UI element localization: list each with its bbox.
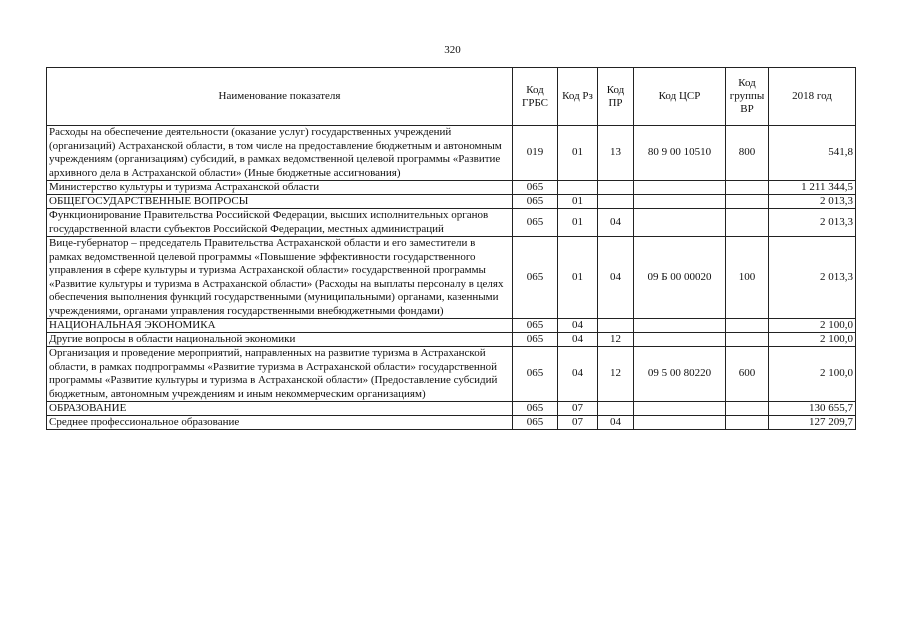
header-name: Наименование показателя: [47, 68, 513, 126]
row-csr: [634, 319, 726, 333]
row-name: Расходы на обеспечение деятельности (оказание услуг) государственных учреждений (организаций) Астраханской области, в том числе на предоставление бюджетным и автономным учреждениям (организациям) субсидий, в рамках ведомственной целевой программы «Развитие архивного дела в Астраханской области» (Иные бюджетные ассигнования): [47, 126, 513, 181]
header-csr: Код ЦСР: [634, 68, 726, 126]
row-amount: 130 655,7: [769, 402, 856, 416]
row-grbs: 065: [513, 347, 558, 402]
row-csr: 80 9 00 10510: [634, 126, 726, 181]
row-rz: 01: [558, 195, 598, 209]
row-vr: 800: [726, 126, 769, 181]
row-pr: 04: [598, 237, 634, 319]
row-pr: [598, 195, 634, 209]
row-csr: 09 5 00 80220: [634, 347, 726, 402]
row-vr: 600: [726, 347, 769, 402]
row-csr: 09 Б 00 00020: [634, 237, 726, 319]
row-name: Вице-губернатор – председатель Правительства Астраханской области и его заместители в рамках ведомственной целевой программы «Повышение эффективности государственного управления в сфере культуры и туризма Астраханской области» государственной программы «Развитие культуры и туризма в Астраханской области» (Расходы на выплаты персоналу в целях обеспечения выполнения функций государственными (муниципальными) органами, казенными учреждениями, органами управления государственными внебюджетными фондами): [47, 237, 513, 319]
table-row: [47, 402, 856, 416]
row-amount: 127 209,7: [769, 416, 856, 430]
row-amount: 2 013,3: [769, 195, 856, 209]
header-row: [47, 68, 856, 126]
row-vr: [726, 209, 769, 237]
row-amount: 2 100,0: [769, 333, 856, 347]
row-csr: [634, 209, 726, 237]
row-pr: 04: [598, 209, 634, 237]
row-amount: 541,8: [769, 126, 856, 181]
row-rz: 07: [558, 402, 598, 416]
table-row: [47, 209, 856, 237]
table-row: [47, 416, 856, 430]
header-rz: Код Рз: [558, 68, 598, 126]
row-csr: [634, 402, 726, 416]
header-pr: Код ПР: [598, 68, 634, 126]
table-row: [47, 237, 856, 319]
row-grbs: 019: [513, 126, 558, 181]
row-pr: [598, 181, 634, 195]
row-pr: 04: [598, 416, 634, 430]
row-name: ОБЩЕГОСУДАРСТВЕННЫЕ ВОПРОСЫ: [47, 195, 513, 209]
row-csr: [634, 416, 726, 430]
row-rz: 04: [558, 333, 598, 347]
row-grbs: 065: [513, 402, 558, 416]
row-grbs: 065: [513, 333, 558, 347]
row-pr: [598, 319, 634, 333]
table-row: [47, 181, 856, 195]
row-name: ОБРАЗОВАНИЕ: [47, 402, 513, 416]
row-amount: 2 100,0: [769, 319, 856, 333]
row-rz: 01: [558, 126, 598, 181]
row-rz: 07: [558, 416, 598, 430]
row-rz: [558, 181, 598, 195]
row-csr: [634, 181, 726, 195]
budget-table: [46, 67, 856, 430]
row-vr: [726, 181, 769, 195]
row-grbs: 065: [513, 416, 558, 430]
row-name: Министерство культуры и туризма Астраханской области: [47, 181, 513, 195]
row-name: Функционирование Правительства Российской Федерации, высших исполнительных органов государственной власти субъектов Российской Федерации, местных администраций: [47, 209, 513, 237]
table-row: [47, 347, 856, 402]
row-amount: 2 013,3: [769, 209, 856, 237]
row-amount: 2 013,3: [769, 237, 856, 319]
row-rz: 01: [558, 237, 598, 319]
row-vr: [726, 319, 769, 333]
row-grbs: 065: [513, 195, 558, 209]
row-amount: 1 211 344,5: [769, 181, 856, 195]
row-rz: 01: [558, 209, 598, 237]
row-vr: [726, 402, 769, 416]
row-grbs: 065: [513, 319, 558, 333]
table-row: [47, 333, 856, 347]
row-rz: 04: [558, 319, 598, 333]
row-name: НАЦИОНАЛЬНАЯ ЭКОНОМИКА: [47, 319, 513, 333]
table-row: [47, 319, 856, 333]
row-pr: 12: [598, 347, 634, 402]
row-grbs: 065: [513, 209, 558, 237]
row-grbs: 065: [513, 237, 558, 319]
table-row: [47, 126, 856, 181]
row-rz: 04: [558, 347, 598, 402]
row-name: Организация и проведение мероприятий, направленных на развитие туризма в Астраханской области, в рамках подпрограммы «Развитие туризма в Астраханской области» государственной программы «Развитие культуры и туризма в Астраханской области» (Предоставление субсидий бюджетным, автономным учреждениям и иным некоммерческим организациям): [47, 347, 513, 402]
row-vr: 100: [726, 237, 769, 319]
row-csr: [634, 195, 726, 209]
row-csr: [634, 333, 726, 347]
row-name: Среднее профессиональное образование: [47, 416, 513, 430]
row-amount: 2 100,0: [769, 347, 856, 402]
header-2018: 2018 год: [769, 68, 856, 126]
header-grbs: Код ГРБС: [513, 68, 558, 126]
row-vr: [726, 416, 769, 430]
header-vr: Код группы ВР: [726, 68, 769, 126]
row-name: Другие вопросы в области национальной экономики: [47, 333, 513, 347]
page-number: 320: [444, 44, 461, 56]
row-pr: 13: [598, 126, 634, 181]
row-grbs: 065: [513, 181, 558, 195]
row-pr: [598, 402, 634, 416]
row-vr: [726, 195, 769, 209]
row-vr: [726, 333, 769, 347]
row-pr: 12: [598, 333, 634, 347]
table-row: [47, 195, 856, 209]
